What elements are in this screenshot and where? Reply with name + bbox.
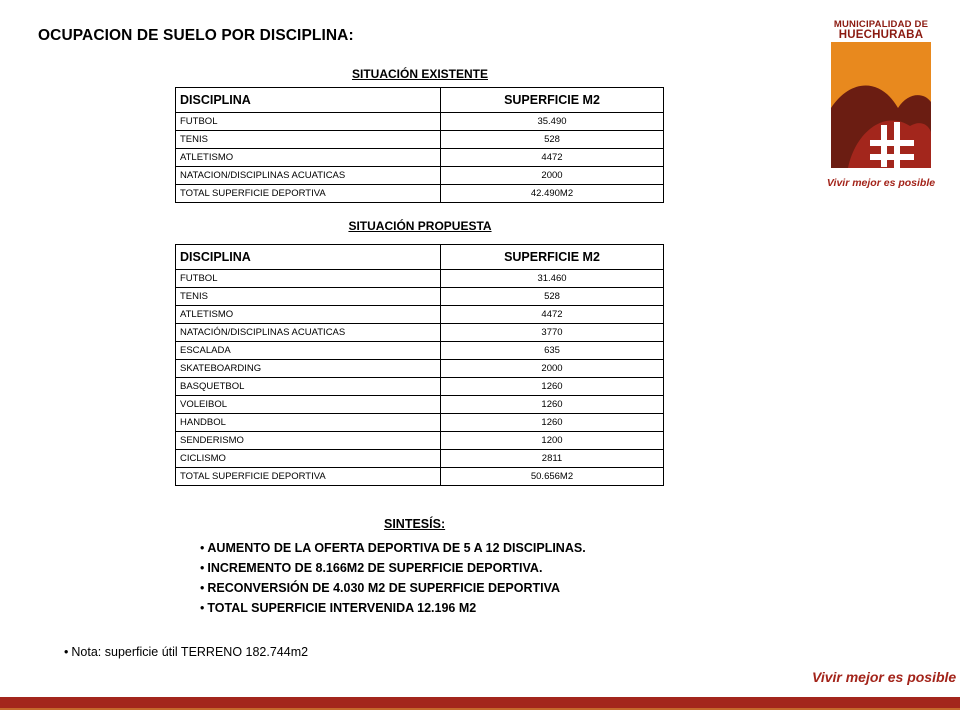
- discipline-cell: NATACIÓN/DISCIPLINAS ACUATICAS: [176, 324, 441, 342]
- proposed-heading: SITUACIÓN PROPUESTA: [348, 219, 492, 233]
- discipline-cell: FUTBOL: [176, 270, 441, 288]
- surface-cell: 528: [441, 288, 664, 306]
- discipline-cell: SKATEBOARDING: [176, 360, 441, 378]
- surface-cell: 50.656M2: [441, 468, 664, 486]
- surface-cell: 528: [441, 131, 664, 149]
- existing-table: [175, 87, 664, 203]
- column-header-surface: SUPERFICIE M2: [441, 88, 664, 113]
- discipline-cell: ESCALADA: [176, 342, 441, 360]
- surface-cell: 1260: [441, 414, 664, 432]
- table-row: [176, 288, 664, 306]
- discipline-cell: ATLETISMO: [176, 306, 441, 324]
- table-row: [176, 324, 664, 342]
- municipality-logo: [826, 20, 936, 189]
- discipline-cell: FUTBOL: [176, 113, 441, 131]
- discipline-cell: ATLETISMO: [176, 149, 441, 167]
- surface-cell: 1200: [441, 432, 664, 450]
- table-row: [176, 414, 664, 432]
- table-row: [176, 306, 664, 324]
- surface-cell: 635: [441, 342, 664, 360]
- discipline-cell: VOLEIBOL: [176, 396, 441, 414]
- discipline-cell: TOTAL SUPERFICIE DEPORTIVA: [176, 185, 441, 203]
- surface-cell: 4472: [441, 306, 664, 324]
- surface-cell: 1260: [441, 378, 664, 396]
- logo-emblem-icon: [826, 40, 936, 170]
- discipline-cell: HANDBOL: [176, 414, 441, 432]
- synthesis-item: • TOTAL SUPERFICIE INTERVENIDA 12.196 M2: [200, 598, 586, 618]
- surface-cell: 2000: [441, 360, 664, 378]
- table-header-row: [176, 245, 664, 270]
- surface-cell: 35.490: [441, 113, 664, 131]
- existing-heading: SITUACIÓN EXISTENTE: [351, 67, 488, 81]
- surface-cell: 2000: [441, 167, 664, 185]
- table-header-row: [176, 88, 664, 113]
- note: • Nota: superficie útil TERRENO 182.744m2: [64, 645, 308, 659]
- synthesis-item: • INCREMENTO DE 8.166M2 DE SUPERFICIE DEPORTIVA.: [200, 558, 586, 578]
- table-row: [176, 450, 664, 468]
- table-row: [176, 131, 664, 149]
- table-row: [176, 396, 664, 414]
- discipline-cell: NATACION/DISCIPLINAS ACUATICAS: [176, 167, 441, 185]
- logo-slogan: Vivir mejor es posible: [826, 177, 936, 189]
- page-title: OCUPACION DE SUELO POR DISCIPLINA:: [38, 27, 354, 44]
- surface-cell: 31.460: [441, 270, 664, 288]
- discipline-cell: TENIS: [176, 288, 441, 306]
- discipline-cell: TOTAL SUPERFICIE DEPORTIVA: [176, 468, 441, 486]
- column-header-surface: SUPERFICIE M2: [441, 245, 664, 270]
- surface-cell: 1260: [441, 396, 664, 414]
- logo-line2: HUECHURABA: [838, 29, 924, 41]
- table-row: [176, 113, 664, 131]
- discipline-cell: CICLISMO: [176, 450, 441, 468]
- surface-cell: 3770: [441, 324, 664, 342]
- table-row: [176, 185, 664, 203]
- table-row: [176, 167, 664, 185]
- footer-line: [0, 708, 960, 710]
- column-header-discipline: DISCIPLINA: [176, 88, 441, 113]
- synthesis-list: [200, 538, 586, 618]
- surface-cell: 4472: [441, 149, 664, 167]
- discipline-cell: TENIS: [176, 131, 441, 149]
- footer-slogan: Vivir mejor es posible: [812, 669, 957, 685]
- proposed-table: [175, 244, 664, 486]
- discipline-cell: SENDERISMO: [176, 432, 441, 450]
- table-row: [176, 342, 664, 360]
- table-row: [176, 378, 664, 396]
- table-row: [176, 360, 664, 378]
- table-row: [176, 270, 664, 288]
- table-row: [176, 468, 664, 486]
- footer-bar: [0, 697, 960, 708]
- column-header-discipline: DISCIPLINA: [176, 245, 441, 270]
- table-row: [176, 432, 664, 450]
- logo-line1: MUNICIPALIDAD DE: [833, 19, 929, 30]
- discipline-cell: BASQUETBOL: [176, 378, 441, 396]
- synthesis-item: • AUMENTO DE LA OFERTA DEPORTIVA DE 5 A 12 DISCIPLINAS.: [200, 538, 586, 558]
- synthesis-heading: SINTESÍS:: [384, 517, 446, 531]
- surface-cell: 2811: [441, 450, 664, 468]
- synthesis-item: • RECONVERSIÓN DE 4.030 M2 DE SUPERFICIE DEPORTIVA: [200, 578, 586, 598]
- logo-text: [826, 20, 936, 40]
- surface-cell: 42.490M2: [441, 185, 664, 203]
- table-row: [176, 149, 664, 167]
